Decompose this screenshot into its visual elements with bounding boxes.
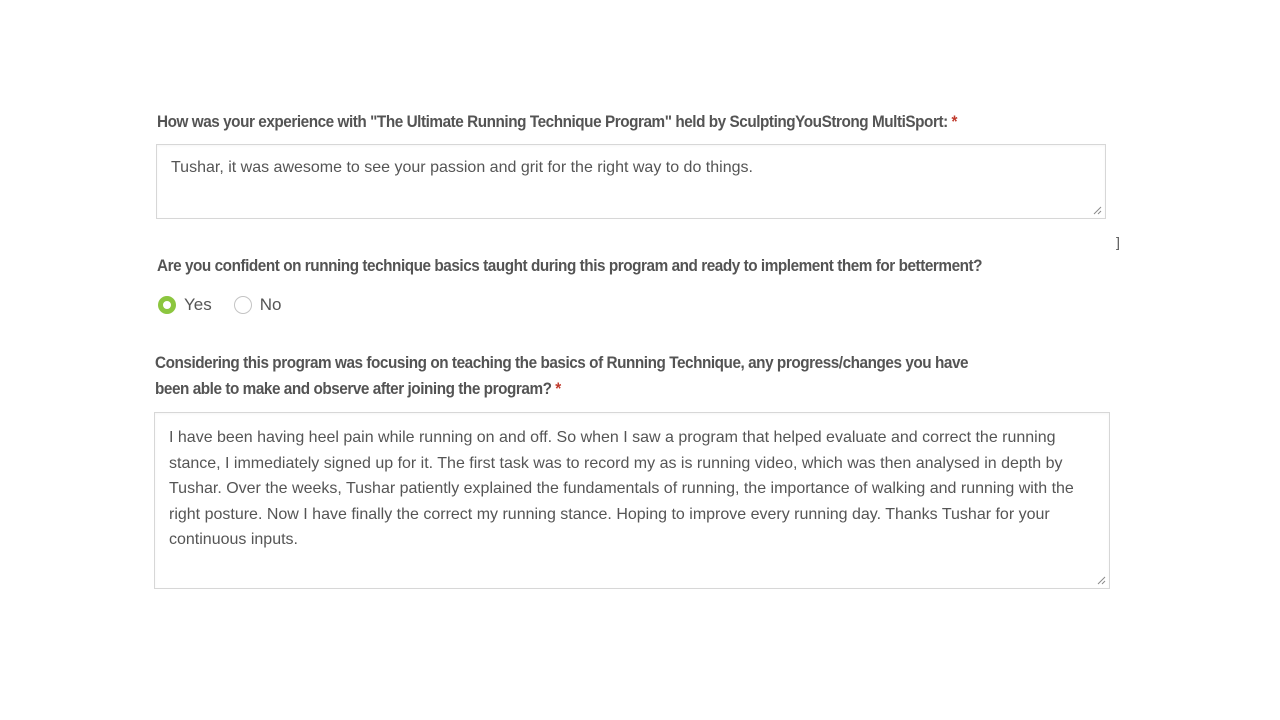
question-2-text: Are you confident on running technique basics taught during this program and ready to implement them for betterment?: [157, 256, 983, 275]
radio-unchecked-icon[interactable]: [234, 296, 252, 314]
question-3-label: [155, 350, 968, 402]
experience-textarea-value: Tushar, it was awesome to see your passion and grit for the right way to do things.: [171, 159, 753, 176]
question-1-label: [157, 109, 957, 135]
confidence-radio-group: [158, 292, 303, 318]
required-asterisk: *: [951, 112, 958, 131]
progress-textarea-value: I have been having heel pain while running on and off. So when I saw a program that helped evaluate and correct the running stance, I immediately signed up for it. The first task was to record my as is running video, which was then analysed in depth by Tushar. Over the weeks, Tushar patiently explained the fundamentals of running, the importance of walking and running with the right posture. Now I have finally the correct my running stance. Hoping to improve every running day. Thanks Tushar for your continuous inputs.: [169, 429, 1079, 548]
resize-grip-icon[interactable]: [1092, 205, 1102, 215]
required-asterisk: *: [555, 379, 561, 398]
question-2-label: [157, 253, 982, 279]
question-3-text-line1: Considering this program was focusing on teaching the basics of Running Technique, any progress/changes you have: [155, 353, 969, 372]
radio-option-no[interactable]: [234, 295, 282, 315]
stray-bracket: ]: [1116, 234, 1120, 250]
question-3-text-line2: been able to make and observe after joining the program?: [155, 379, 552, 398]
question-1-text: How was your experience with "The Ultimate Running Technique Program" held by SculptingYouStrong MultiSport:: [157, 112, 948, 131]
radio-label-no: No: [259, 295, 282, 314]
experience-textarea[interactable]: [156, 144, 1106, 219]
resize-grip-icon[interactable]: [1096, 575, 1106, 585]
radio-label-yes: Yes: [184, 295, 212, 314]
progress-textarea[interactable]: [154, 412, 1110, 589]
radio-checked-icon[interactable]: [158, 296, 176, 314]
radio-option-yes[interactable]: [158, 295, 212, 315]
